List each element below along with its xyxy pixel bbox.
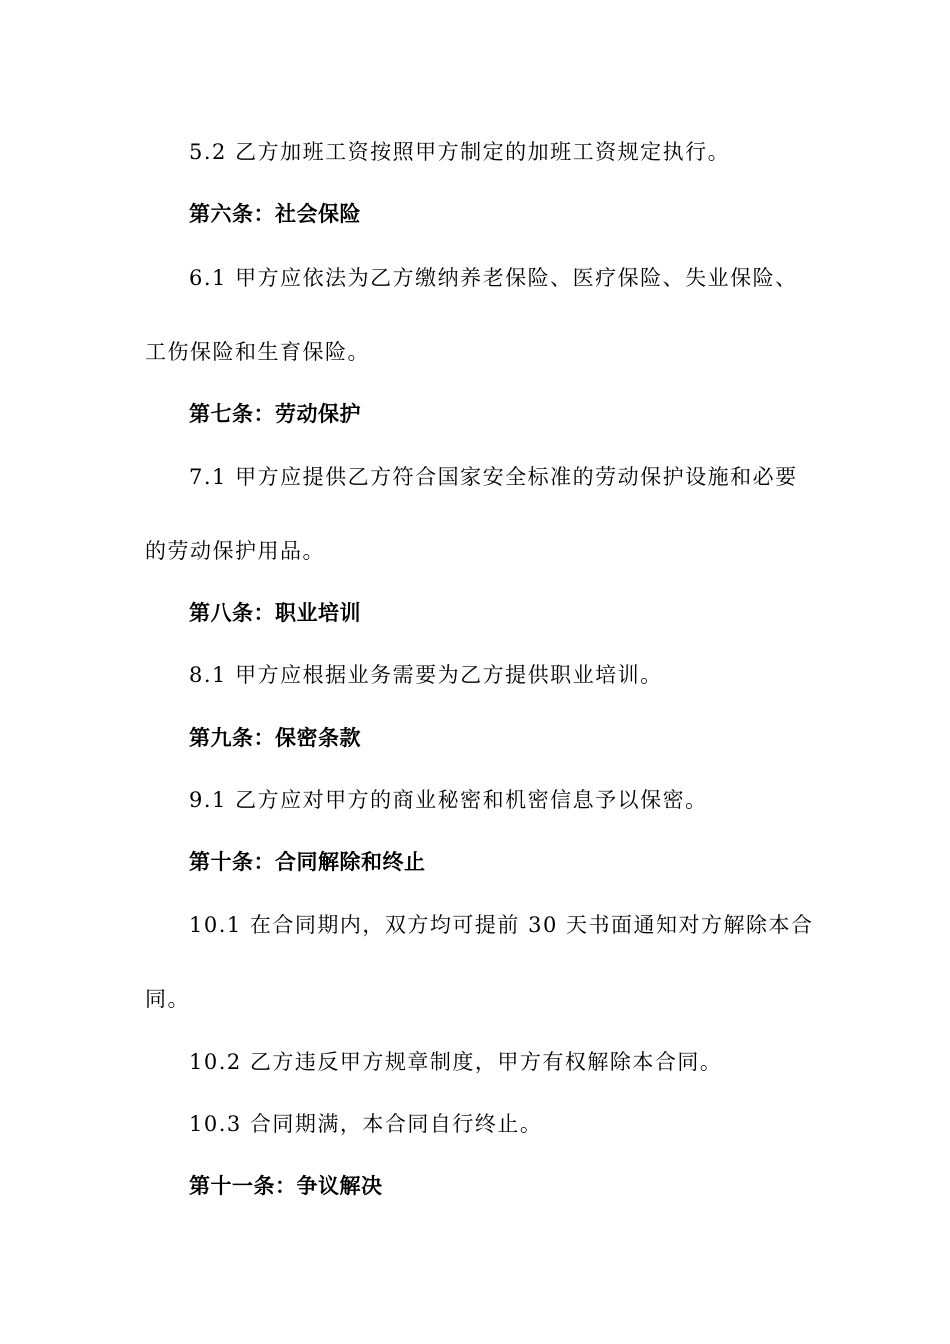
clause-9-1: 9.1 乙方应对甲方的商业秘密和机密信息予以保密。 xyxy=(189,788,708,812)
article-7-heading: 第七条：劳动保护 xyxy=(189,402,361,426)
article-9-heading: 第九条：保密条款 xyxy=(189,726,361,750)
clause-10-1-line-2: 同。 xyxy=(145,987,190,1011)
clause-7-1-line-1: 7.1 甲方应提供乙方符合国家安全标准的劳动保护设施和必要 xyxy=(189,465,798,489)
article-10-heading: 第十条：合同解除和终止 xyxy=(189,850,426,874)
clause-5-2: 5.2 乙方加班工资按照甲方制定的加班工资规定执行。 xyxy=(189,140,731,164)
clause-7-1-line-2: 的劳动保护用品。 xyxy=(145,539,325,563)
clause-10-3: 10.3 合同期满，本合同自行终止。 xyxy=(189,1112,543,1136)
article-8-heading: 第八条：职业培训 xyxy=(189,601,361,625)
clause-6-1-line-1: 6.1 甲方应依法为乙方缴纳养老保险、医疗保险、失业保险、 xyxy=(189,266,798,290)
clause-10-2: 10.2 乙方违反甲方规章制度，甲方有权解除本合同。 xyxy=(189,1050,723,1074)
article-6-heading: 第六条：社会保险 xyxy=(189,202,361,226)
clause-10-1-line-1: 10.1 在合同期内，双方均可提前 30 天书面通知对方解除本合 xyxy=(189,913,814,937)
clause-8-1: 8.1 甲方应根据业务需要为乙方提供职业培训。 xyxy=(189,663,663,687)
article-11-heading: 第十一条：争议解决 xyxy=(189,1174,383,1198)
clause-6-1-line-2: 工伤保险和生育保险。 xyxy=(145,340,370,364)
